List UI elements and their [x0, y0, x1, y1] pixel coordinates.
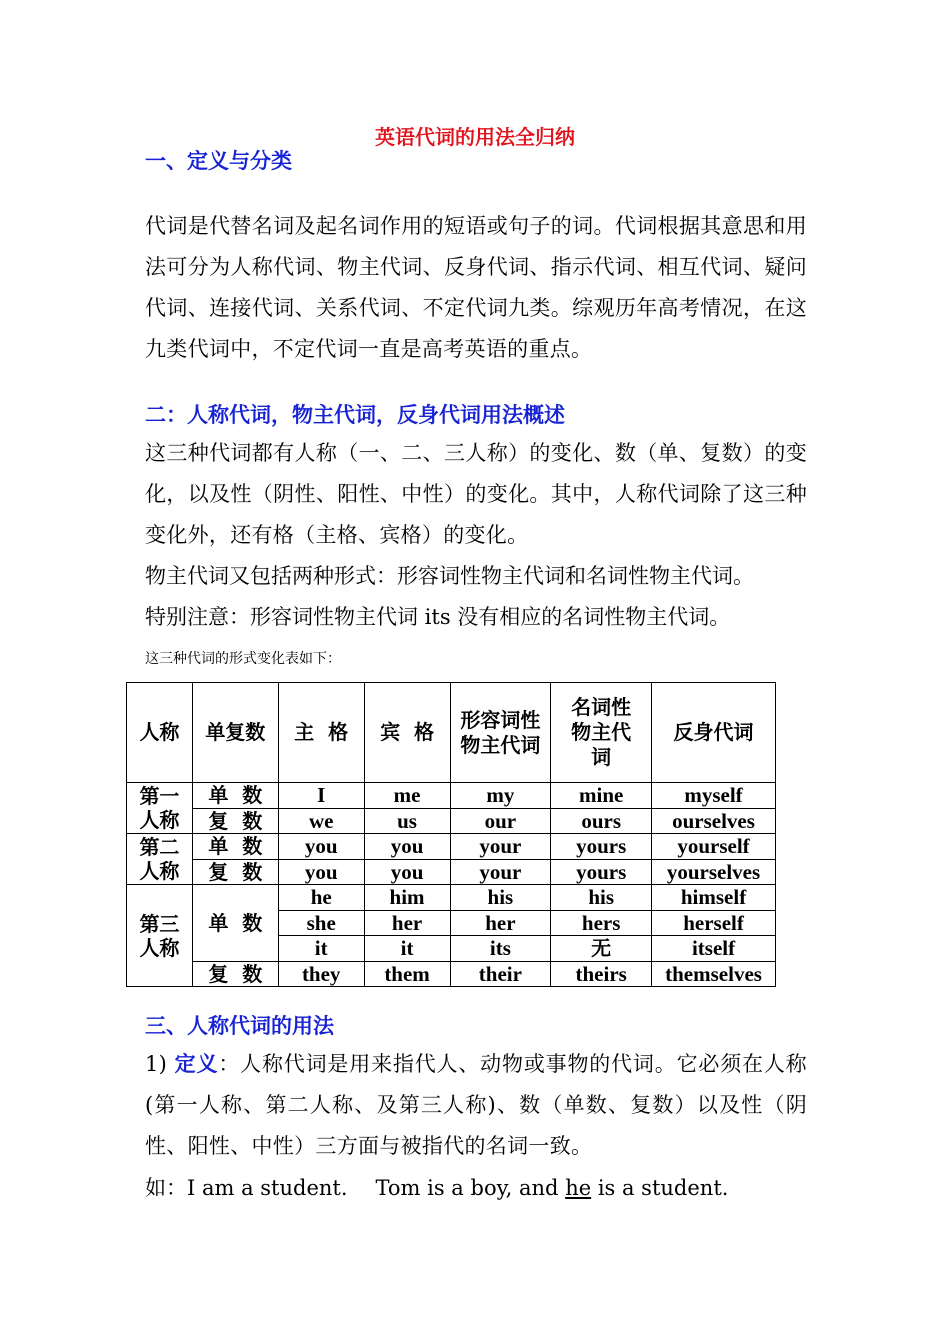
table-cell: herself	[652, 910, 776, 936]
table-cell: ourselves	[652, 808, 776, 834]
table-cell: him	[364, 885, 450, 911]
table-cell: yourselves	[652, 859, 776, 885]
number-cell: 单 数	[192, 885, 278, 962]
table-cell: he	[278, 885, 364, 911]
table-cell: us	[364, 808, 450, 834]
header-adjective-possessive: 形容词性物主代词	[450, 683, 551, 783]
table-row	[127, 961, 776, 987]
table-cell: its	[450, 936, 551, 962]
table-row	[127, 885, 776, 911]
example-prefix: 如：I am a student.	[145, 1176, 348, 1200]
table-cell: they	[278, 961, 364, 987]
table-cell: she	[278, 910, 364, 936]
table-cell: 无	[551, 936, 652, 962]
header-number: 单复数	[192, 683, 278, 783]
table-row	[127, 859, 776, 885]
overview-paragraph: 这三种代词都有人称（一、二、三人称）的变化、数（单、复数）的变化，以及性（阴性、阳性、中性）的变化。其中，人称代词除了这三种变化外，还有格（主格、宾格）的变化。	[145, 441, 807, 547]
table-cell: theirs	[551, 961, 652, 987]
personal-definition-paragraph	[145, 1044, 807, 1167]
number-cell: 复 数	[192, 859, 278, 885]
item-text: ：人称代词是用来指代人、动物或事物的代词。它必须在人称(第一人称、第二人称、及第三人称)、数（单数、复数）以及性（阴性、阳性、中性）三方面与被指代的名词一致。	[145, 1052, 807, 1158]
number-cell: 复 数	[192, 808, 278, 834]
document-title: 英语代词的用法全归纳	[375, 125, 575, 149]
table-cell: yourself	[652, 834, 776, 860]
header-nominal-possessive: 名词性物主代词	[551, 683, 652, 783]
table-cell: his	[450, 885, 551, 911]
pronoun-table	[126, 682, 776, 987]
example-mid: Tom is a boy, and	[375, 1176, 566, 1200]
table-row	[127, 783, 776, 809]
table-cell: myself	[652, 783, 776, 809]
table-cell: me	[364, 783, 450, 809]
possessive-forms-line: 物主代词又包括两种形式：形容词性物主代词和名词性物主代词。	[145, 564, 754, 588]
item-number: 1)	[145, 1052, 168, 1076]
section-heading-definition: 一、定义与分类	[145, 149, 292, 173]
table-cell: your	[450, 859, 551, 885]
table-cell: ours	[551, 808, 652, 834]
table-cell: you	[278, 859, 364, 885]
table-row	[127, 834, 776, 860]
table-cell: you	[364, 859, 450, 885]
table-cell: our	[450, 808, 551, 834]
example-end: is a student.	[591, 1176, 729, 1200]
table-cell: their	[450, 961, 551, 987]
table-cell: yours	[551, 859, 652, 885]
table-cell: them	[364, 961, 450, 987]
example-he: he	[565, 1176, 592, 1200]
number-cell: 单 数	[192, 783, 278, 809]
table-cell: mine	[551, 783, 652, 809]
table-cell: it	[278, 936, 364, 962]
header-subjective: 主 格	[278, 683, 364, 783]
table-cell: themselves	[652, 961, 776, 987]
table-cell: her	[364, 910, 450, 936]
table-cell: yours	[551, 834, 652, 860]
table-cell: his	[551, 885, 652, 911]
table-cell: your	[450, 834, 551, 860]
number-cell: 复 数	[192, 961, 278, 987]
section-heading-personal-usage: 三、人称代词的用法	[145, 1014, 334, 1038]
table-cell: you	[364, 834, 450, 860]
section-heading-overview: 二：人称代词，物主代词，反身代词用法概述	[145, 403, 565, 427]
table-cell: we	[278, 808, 364, 834]
example-line	[145, 1173, 728, 1203]
table-cell: her	[450, 910, 551, 936]
number-cell: 单 数	[192, 834, 278, 860]
item-label: 定义	[174, 1052, 219, 1076]
table-cell: you	[278, 834, 364, 860]
definition-paragraph: 代词是代替名词及起名词作用的短语或句子的词。代词根据其意思和用法可分为人称代词、物主代词、反身代词、指示代词、相互代词、疑问代词、连接代词、关系代词、不定代词九类。综观历年高考情况，在这九类代词中，不定代词一直是高考英语的重点。	[145, 214, 807, 361]
table-header-row	[127, 683, 776, 783]
person-second: 第二人称	[127, 834, 193, 885]
table-intro: 这三种代词的形式变化表如下：	[145, 651, 341, 667]
header-reflexive: 反身代词	[652, 683, 776, 783]
header-objective: 宾 格	[364, 683, 450, 783]
table-cell: itself	[652, 936, 776, 962]
header-person: 人称	[127, 683, 193, 783]
table-row	[127, 808, 776, 834]
person-third: 第三人称	[127, 885, 193, 987]
special-note-line: 特别注意：形容词性物主代词 its 没有相应的名词性物主代词。	[145, 605, 731, 629]
table-cell: it	[364, 936, 450, 962]
table-cell: hers	[551, 910, 652, 936]
table-cell: I	[278, 783, 364, 809]
table-cell: my	[450, 783, 551, 809]
person-first: 第一人称	[127, 783, 193, 834]
table-cell: himself	[652, 885, 776, 911]
